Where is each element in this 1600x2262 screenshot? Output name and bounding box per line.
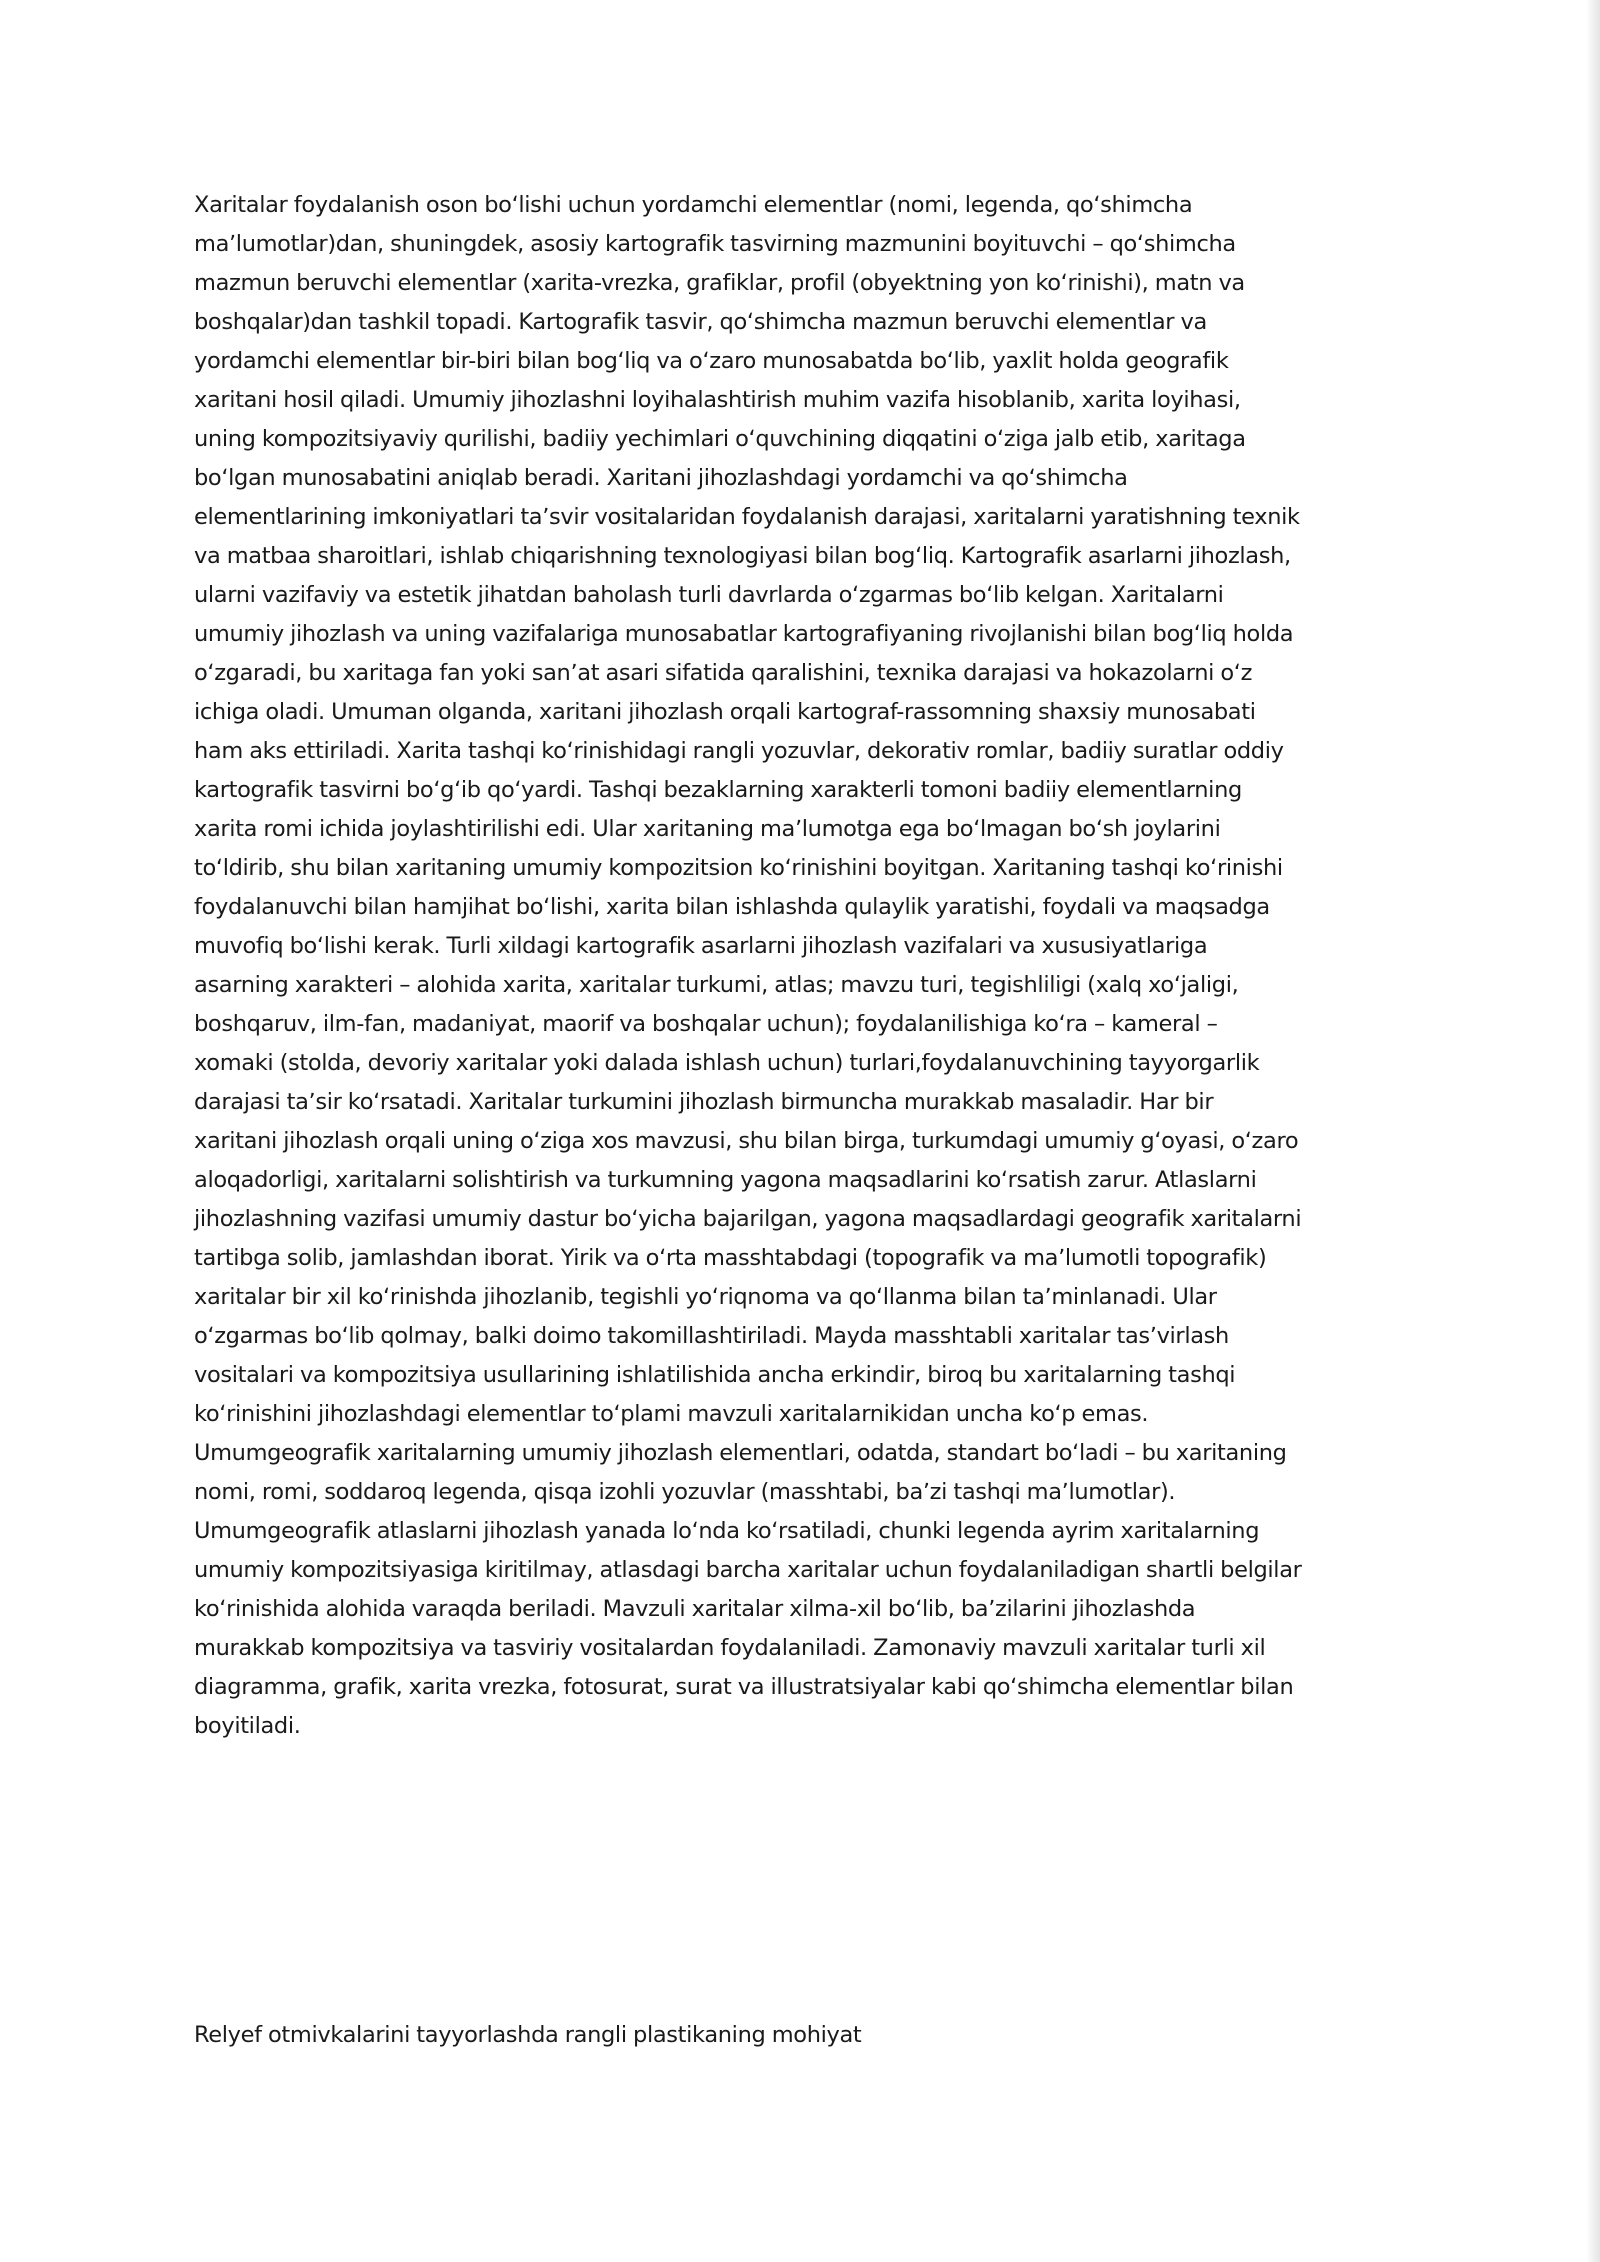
paragraph-line: diagramma, grafik, xarita vrezka, fotosurat, surat va illustratsiyalar kabi qoʻshimcha elementlar bilan <box>194 1674 1294 1700</box>
paragraph-line: toʻldirib, shu bilan xaritaning umumiy kompozitsion koʻrinishini boyitgan. Xaritaning tashqi koʻrinishi <box>194 855 1283 881</box>
paragraph-line: muvofiq boʻlishi kerak. Turli xildagi kartografik asarlarni jihozlash vazifalari va xususiyatlariga <box>194 933 1208 959</box>
paragraph-line: foydalanuvchi bilan hamjihat boʻlishi, xarita bilan ishlashda qulaylik yaratishi, foydali va maqsadga <box>194 894 1270 920</box>
paragraph-line: va matbaa sharoitlari, ishlab chiqarishning texnologiyasi bilan bogʻliq. Kartografik asarlarni jihozlash, <box>194 543 1291 569</box>
paragraph-line: darajasi taʼsir koʻrsatadi. Xaritalar turkumini jihozlash birmuncha murakkab masaladir. Har bir <box>194 1089 1214 1115</box>
paragraph-line: xaritani hosil qiladi. Umumiy jihozlashni loyihalashtirish muhim vazifa hisoblanib, xarita loyihasi, <box>194 387 1241 413</box>
paragraph-line: elementlarining imkoniyatlari taʼsvir vositalaridan foydalanish darajasi, xaritalarni yaratishning texnik <box>194 504 1300 530</box>
paragraph-line: oʻzgarmas boʻlib qolmay, balki doimo takomillashtiriladi. Mayda masshtabli xaritalar tasʼvirlash <box>194 1323 1229 1349</box>
paragraph-line: umumiy jihozlash va uning vazifalariga munosabatlar kartografiyaning rivojlanishi bilan bogʻliq holda <box>194 621 1294 647</box>
paragraph-line: koʻrinishida alohida varaqda beriladi. Mavzuli xaritalar xilma-xil boʻlib, baʼzilarini jihozlashda <box>194 1596 1196 1622</box>
paragraph-line: umumiy kompozitsiyasiga kiritilmay, atlasdagi barcha xaritalar uchun foydalaniladigan shartli belgilar <box>194 1557 1302 1583</box>
paragraph-line: ichiga oladi. Umuman olganda, xaritani jihozlash orqali kartograf-rassomning shaxsiy munosabati <box>194 699 1256 725</box>
paragraph-line: xarita romi ichida joylashtirilishi edi. Ular xaritaning maʼlumotga ega boʻlmagan boʻsh joylarini <box>194 816 1221 842</box>
paragraph-line: Xaritalar foydalanish oson boʻlishi uchun yordamchi elementlar (nomi, legenda, qoʻshimcha <box>194 192 1193 218</box>
paragraph-line: boshqalar)dan tashkil topadi. Kartografik tasvir, qoʻshimcha mazmun beruvchi elementlar va <box>194 309 1207 335</box>
paragraph-line: Umumgeografik atlaslarni jihozlash yanada loʻnda koʻrsatiladi, chunki legenda ayrim xaritalarning <box>194 1518 1260 1544</box>
paragraph-line: asarning xarakteri – alohida xarita, xaritalar turkumi, atlas; mavzu turi, tegishliligi (xalq xoʻjaligi, <box>194 972 1239 998</box>
paragraph-line: yordamchi elementlar bir-biri bilan bogʻliq va oʻzaro munosabatda boʻlib, yaxlit holda geografik <box>194 348 1229 374</box>
paragraph-line: vositalari va kompozitsiya usullarining ishlatilishida ancha erkindir, biroq bu xaritalarning tashqi <box>194 1362 1236 1388</box>
paragraph-line: xaritani jihozlash orqali uning oʻziga xos mavzusi, shu bilan birga, turkumdagi umumiy gʻoyasi, oʻzaro <box>194 1128 1299 1154</box>
paragraph-line: aloqadorligi, xaritalarni solishtirish va turkumning yagona maqsadlarini koʻrsatish zarur. Atlaslarni <box>194 1167 1257 1193</box>
paragraph-line: koʻrinishini jihozlashdagi elementlar toʻplami mavzuli xaritalarnikidan uncha koʻp emas. <box>194 1401 1149 1427</box>
body-paragraph <box>194 186 1412 1746</box>
paragraph-line: oʻzgaradi, bu xaritaga fan yoki sanʼat asari sifatida qaralishini, texnika darajasi va hokazolarni oʻz <box>194 660 1253 686</box>
paragraph-line: ularni vazifaviy va estetik jihatdan baholash turli davrlarda oʻzgarmas boʻlib kelgan. Xaritalarni <box>194 582 1224 608</box>
paragraph-line: murakkab kompozitsiya va tasviriy vositalardan foydalaniladi. Zamonaviy mavzuli xaritalar turli xil <box>194 1635 1266 1661</box>
paragraph-line: ham aks ettiriladi. Xarita tashqi koʻrinishidagi rangli yozuvlar, dekorativ romlar, badiiy suratlar oddiy <box>194 738 1284 764</box>
paragraph-line: mazmun beruvchi elementlar (xarita-vrezka, grafiklar, profil (obyektning yon koʻrinishi), matn va <box>194 270 1245 296</box>
paragraph-line: boʻlgan munosabatini aniqlab beradi. Xaritani jihozlashdagi yordamchi va qoʻshimcha <box>194 465 1128 491</box>
paragraph-line: xaritalar bir xil koʻrinishda jihozlanib, tegishli yoʻriqnoma va qoʻllanma bilan taʼminlanadi. Ular <box>194 1284 1217 1310</box>
paragraph-line: jihozlashning vazifasi umumiy dastur boʻyicha bajarilgan, yagona maqsadlardagi geografik xaritalarni <box>194 1206 1302 1232</box>
section-heading: Relyef otmivkalarini tayyorlashda rangli plastikaning mohiyat <box>194 2022 862 2048</box>
paragraph-line: tartibga solib, jamlashdan iborat. Yirik va oʻrta masshtabdagi (topografik va maʼlumotli topografik) <box>194 1245 1267 1271</box>
paragraph-line: uning kompozitsiyaviy qurilishi, badiiy yechimlari oʻquvchining diqqatini oʻziga jalb etib, xaritaga <box>194 426 1246 452</box>
paragraph-line: boyitiladi. <box>194 1713 301 1739</box>
page-edge-shadow <box>1586 0 1600 2262</box>
paragraph-line: maʼlumotlar)dan, shuningdek, asosiy kartografik tasvirning mazmunini boyituvchi – qoʻshimcha <box>194 231 1236 257</box>
paragraph-line: Umumgeografik xaritalarning umumiy jihozlash elementlari, odatda, standart boʻladi – bu xaritaning <box>194 1440 1287 1466</box>
paragraph-line: nomi, romi, soddaroq legenda, qisqa izohli yozuvlar (masshtabi, baʼzi tashqi maʼlumotlar). <box>194 1479 1176 1505</box>
paragraph-line: boshqaruv, ilm-fan, madaniyat, maorif va boshqalar uchun); foydalanilishiga koʻra – kameral – <box>194 1011 1218 1037</box>
paragraph-line: kartografik tasvirni boʻgʻib qoʻyardi. Tashqi bezaklarning xarakterli tomoni badiiy elementlarning <box>194 777 1242 803</box>
paragraph-line: xomaki (stolda, devoriy xaritalar yoki dalada ishlash uchun) turlari,foydalanuvchining tayyorgarlik <box>194 1050 1260 1076</box>
